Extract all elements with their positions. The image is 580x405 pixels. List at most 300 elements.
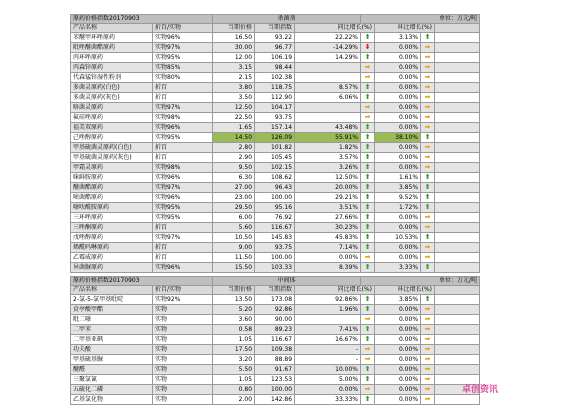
- yoy-growth: 14.29%: [295, 53, 361, 63]
- arrow-up-icon: ⬆: [364, 133, 371, 141]
- row-filler: [435, 295, 480, 305]
- mom-arrow-cell: [421, 355, 435, 365]
- header-index: 当期指数: [255, 24, 295, 33]
- arrow-right-icon: ➡: [424, 123, 431, 131]
- table-row: [71, 213, 480, 223]
- header-mom: 环比增长(%): [375, 286, 435, 295]
- product-name: 戊唑醇原药: [71, 233, 153, 243]
- product-spec: 实物: [153, 305, 213, 315]
- yoy-growth: 0.00%: [295, 253, 361, 263]
- current-index: 157.14: [255, 123, 295, 133]
- current-price: 5.20: [213, 305, 255, 315]
- current-index: 101.82: [255, 143, 295, 153]
- table-row: [71, 123, 480, 133]
- current-price: 11.50: [213, 253, 255, 263]
- arrow-right-icon: ➡: [424, 335, 431, 343]
- mom-growth: 0.00%: [375, 223, 421, 233]
- row-filler: [435, 345, 480, 355]
- arrow-right-icon: ➡: [424, 163, 431, 171]
- product-spec: 实物95%: [153, 203, 213, 213]
- arrow-right-icon: ➡: [364, 355, 371, 363]
- product-spec: 实物: [153, 325, 213, 335]
- mom-growth: 0.00%: [375, 213, 421, 223]
- yoy-arrow-cell: [361, 123, 375, 133]
- current-price: 12.50: [213, 103, 255, 113]
- product-name: 噻呋酰胺原药: [71, 203, 153, 213]
- current-index: 116.67: [255, 335, 295, 345]
- mom-arrow-cell: [421, 223, 435, 233]
- yoy-arrow-cell: [361, 375, 375, 385]
- table-row: [71, 335, 480, 345]
- row-filler: [435, 253, 480, 263]
- yoy-arrow-cell: [361, 355, 375, 365]
- mom-arrow-cell: [421, 33, 435, 43]
- row-filler: [435, 305, 480, 315]
- arrow-right-icon: ➡: [364, 63, 371, 71]
- yoy-arrow-cell: [361, 73, 375, 83]
- mom-growth: 0.00%: [375, 123, 421, 133]
- product-name: 贲亭酸甲酯: [71, 305, 153, 315]
- table-body: [71, 15, 480, 405]
- mom-arrow-cell: [421, 243, 435, 253]
- table-row: [71, 103, 480, 113]
- arrow-up-icon: ⬆: [424, 193, 431, 201]
- arrow-up-icon: ⬆: [364, 365, 371, 373]
- current-price: 23.00: [213, 193, 255, 203]
- yoy-growth: [295, 103, 361, 113]
- arrow-up-icon: ⬆: [424, 263, 431, 271]
- mom-arrow-cell: [421, 345, 435, 355]
- arrow-up-icon: ⬆: [364, 213, 371, 221]
- yoy-arrow-cell: [361, 183, 375, 193]
- yoy-growth: 29.21%: [295, 193, 361, 203]
- yoy-growth: 1.82%: [295, 143, 361, 153]
- current-index: 98.44: [255, 63, 295, 73]
- yoy-arrow-cell: [361, 315, 375, 325]
- arrow-up-icon: ⬆: [364, 243, 371, 251]
- mom-arrow-cell: [421, 143, 435, 153]
- table-row: [71, 73, 480, 83]
- table-row: [71, 143, 480, 153]
- mom-growth: 1.61%: [375, 173, 421, 183]
- product-name: 咪鲜胺原药: [71, 173, 153, 183]
- row-filler: [435, 183, 480, 193]
- current-index: 95.16: [255, 203, 295, 213]
- table-row: [71, 223, 480, 233]
- current-price: 10.50: [213, 233, 255, 243]
- yoy-growth: [295, 315, 361, 325]
- mom-arrow-cell: [421, 213, 435, 223]
- arrow-right-icon: ➡: [424, 253, 431, 261]
- table-row: [71, 63, 480, 73]
- row-filler: [435, 325, 480, 335]
- header-mom: 环比增长(%): [375, 24, 435, 33]
- current-price: 1.65: [213, 123, 255, 133]
- arrow-up-icon: ⬆: [364, 93, 371, 101]
- mom-arrow-cell: [421, 73, 435, 83]
- mom-growth: 0.00%: [375, 305, 421, 315]
- product-spec: 折百: [153, 143, 213, 153]
- mom-arrow-cell: [421, 325, 435, 335]
- mom-arrow-cell: [421, 153, 435, 163]
- row-filler: [435, 223, 480, 233]
- current-index: 116.67: [255, 223, 295, 233]
- mom-growth: 0.00%: [375, 93, 421, 103]
- yoy-growth: 22.22%: [295, 33, 361, 43]
- mom-growth: 3.13%: [375, 33, 421, 43]
- current-price: 6.00: [213, 213, 255, 223]
- current-price: 0.58: [213, 325, 255, 335]
- table-row: [71, 163, 480, 173]
- yoy-growth: 3.26%: [295, 163, 361, 173]
- yoy-arrow-cell: [361, 143, 375, 153]
- yoy-growth: 27.66%: [295, 213, 361, 223]
- yoy-arrow-cell: [361, 83, 375, 93]
- product-spec: 实物: [153, 335, 213, 345]
- table-row: [71, 153, 480, 163]
- current-price: 0.80: [213, 385, 255, 395]
- arrow-up-icon: ⬆: [424, 183, 431, 191]
- product-spec: 折百: [153, 93, 213, 103]
- row-filler: [435, 193, 480, 203]
- table-row: [71, 385, 480, 395]
- mom-arrow-cell: [421, 133, 435, 143]
- row-filler: [435, 335, 480, 345]
- product-name: 三唑酮原药: [71, 223, 153, 233]
- table-row: [71, 243, 480, 253]
- product-spec: 实物: [153, 365, 213, 375]
- mom-arrow-cell: [421, 123, 435, 133]
- product-name: 三聚氯氰: [71, 375, 153, 385]
- product-name: 甲基硫菌灵原药(灰色): [71, 153, 153, 163]
- yoy-arrow-cell: [361, 163, 375, 173]
- brand-watermark: 卓创资讯: [462, 385, 499, 395]
- product-spec: 实物: [153, 355, 213, 365]
- row-filler: [435, 213, 480, 223]
- current-price: 2.00: [213, 395, 255, 405]
- arrow-right-icon: ➡: [424, 63, 431, 71]
- row-filler: [435, 73, 480, 83]
- mom-growth: 0.00%: [375, 243, 421, 253]
- mom-arrow-cell: [421, 163, 435, 173]
- mom-arrow-cell: [421, 173, 435, 183]
- arrow-up-icon: ⬆: [424, 173, 431, 181]
- mom-growth: 38.10%: [375, 133, 421, 143]
- arrow-up-icon: ⬆: [364, 143, 371, 151]
- mom-arrow-cell: [421, 365, 435, 375]
- yoy-arrow-cell: [361, 203, 375, 213]
- header-spec: 折百/实物: [153, 286, 213, 295]
- mom-arrow-cell: [421, 295, 435, 305]
- arrow-right-icon: ➡: [424, 315, 431, 323]
- section-category: 中间体: [213, 277, 361, 286]
- mom-growth: 3.85%: [375, 183, 421, 193]
- product-name: 多菌灵原药(灰色): [71, 93, 153, 103]
- current-price: 22.50: [213, 113, 255, 123]
- mom-growth: 0.00%: [375, 163, 421, 173]
- arrow-right-icon: ➡: [424, 143, 431, 151]
- row-filler: [435, 33, 480, 43]
- current-index: 90.00: [255, 315, 295, 325]
- table-row: [71, 305, 480, 315]
- yoy-growth: [295, 73, 361, 83]
- arrow-up-icon: ⬆: [424, 203, 431, 211]
- mom-growth: 0.00%: [375, 345, 421, 355]
- row-filler: [435, 233, 480, 243]
- table-row: [71, 325, 480, 335]
- arrow-right-icon: ➡: [364, 315, 371, 323]
- product-name: 异菌脲原药: [71, 263, 153, 273]
- arrow-up-icon: ⬆: [364, 325, 371, 333]
- product-spec: 实物97%: [153, 183, 213, 193]
- arrow-up-icon: ⬆: [364, 263, 371, 271]
- row-filler: [435, 143, 480, 153]
- yoy-arrow-cell: [361, 253, 375, 263]
- row-filler: [435, 113, 480, 123]
- arrow-right-icon: ➡: [364, 103, 371, 111]
- product-spec: 实物97%: [153, 43, 213, 53]
- yoy-arrow-cell: [361, 193, 375, 203]
- yoy-growth: 8.57%: [295, 83, 361, 93]
- current-price: 3.50: [213, 93, 255, 103]
- current-price: 6.30: [213, 173, 255, 183]
- current-price: 14.50: [213, 133, 255, 143]
- product-name: 五硫化二磷: [71, 385, 153, 395]
- current-index: 100.00: [255, 193, 295, 203]
- current-index: 118.75: [255, 83, 295, 93]
- mom-arrow-cell: [421, 335, 435, 345]
- arrow-right-icon: ➡: [424, 83, 431, 91]
- yoy-growth: 12.50%: [295, 173, 361, 183]
- table-row: [71, 53, 480, 63]
- table-row: [71, 173, 480, 183]
- yoy-growth: 45.83%: [295, 233, 361, 243]
- product-spec: 实物80%: [153, 73, 213, 83]
- mom-arrow-cell: [421, 375, 435, 385]
- price-index-table: [70, 14, 480, 405]
- mom-arrow-cell: [421, 233, 435, 243]
- product-name: 乙基氯化物: [71, 395, 153, 405]
- current-index: 92.86: [255, 305, 295, 315]
- mom-growth: 0.00%: [375, 83, 421, 93]
- arrow-up-icon: ⬆: [364, 395, 371, 403]
- product-spec: 实物: [153, 385, 213, 395]
- product-spec: 实物98%: [153, 113, 213, 123]
- product-name: 氟硅唑原药: [71, 113, 153, 123]
- row-filler: [435, 243, 480, 253]
- mom-arrow-cell: [421, 263, 435, 273]
- current-index: 145.83: [255, 233, 295, 243]
- arrow-up-icon: ⬆: [364, 305, 371, 313]
- product-name: 醚醛: [71, 365, 153, 375]
- product-name: 己唑醇原药: [71, 133, 153, 143]
- current-index: 89.23: [255, 325, 295, 335]
- yoy-arrow-cell: [361, 173, 375, 183]
- table-row: [71, 375, 480, 385]
- arrow-up-icon: ⬆: [364, 335, 371, 343]
- arrow-up-icon: ⬆: [364, 193, 371, 201]
- table-row: [71, 133, 480, 143]
- product-name: 吡二噻: [71, 315, 153, 325]
- yoy-arrow-cell: [361, 153, 375, 163]
- current-price: 5.50: [213, 365, 255, 375]
- arrow-right-icon: ➡: [424, 305, 431, 313]
- mom-arrow-cell: [421, 63, 435, 73]
- current-index: 76.92: [255, 213, 295, 223]
- yoy-growth: 20.00%: [295, 183, 361, 193]
- yoy-arrow-cell: [361, 345, 375, 355]
- current-price: 3.15: [213, 63, 255, 73]
- current-index: 100.00: [255, 253, 295, 263]
- mom-growth: 0.00%: [375, 355, 421, 365]
- mom-arrow-cell: [421, 193, 435, 203]
- current-index: 105.45: [255, 153, 295, 163]
- current-index: 93.22: [255, 33, 295, 43]
- yoy-growth: -: [295, 345, 361, 355]
- current-price: 15.50: [213, 263, 255, 273]
- mom-arrow-cell: [421, 305, 435, 315]
- product-name: 甲基硫菌灵原药(白色): [71, 143, 153, 153]
- current-index: 108.62: [255, 173, 295, 183]
- mom-arrow-cell: [421, 315, 435, 325]
- section-category: 杀菌剂: [213, 15, 361, 24]
- arrow-right-icon: ➡: [424, 395, 431, 403]
- product-name: 丙森锌原药: [71, 63, 153, 73]
- mom-growth: 0.00%: [375, 365, 421, 375]
- mom-growth: 0.00%: [375, 253, 421, 263]
- product-name: 苯醚甲环唑原药: [71, 33, 153, 43]
- yoy-arrow-cell: [361, 305, 375, 315]
- mom-growth: 0.00%: [375, 113, 421, 123]
- arrow-right-icon: ➡: [364, 345, 371, 353]
- yoy-growth: 33.33%: [295, 395, 361, 405]
- product-name: 多菌灵原药(白色): [71, 83, 153, 93]
- row-filler: [435, 103, 480, 113]
- product-name: 丙环唑原药: [71, 53, 153, 63]
- row-filler: [435, 355, 480, 365]
- product-spec: 折百: [153, 243, 213, 253]
- yoy-arrow-cell: [361, 93, 375, 103]
- current-index: 91.67: [255, 365, 295, 375]
- product-spec: 实物95%: [153, 53, 213, 63]
- arrow-up-icon: ⬆: [424, 133, 431, 141]
- yoy-growth: 6.06%: [295, 93, 361, 103]
- yoy-growth: 30.23%: [295, 223, 361, 233]
- yoy-arrow-cell: [361, 43, 375, 53]
- table-row: [71, 113, 480, 123]
- yoy-growth: 1.96%: [295, 305, 361, 315]
- mom-arrow-cell: [421, 203, 435, 213]
- arrow-up-icon: ⬆: [364, 375, 371, 383]
- product-spec: 实物96%: [153, 33, 213, 43]
- current-price: 13.50: [213, 295, 255, 305]
- mom-growth: 0.00%: [375, 143, 421, 153]
- arrow-right-icon: ➡: [424, 43, 431, 51]
- arrow-up-icon: ⬆: [364, 183, 371, 191]
- current-price: 16.50: [213, 33, 255, 43]
- header-product-name: 产品名称: [71, 24, 153, 33]
- arrow-right-icon: ➡: [364, 385, 371, 393]
- arrow-right-icon: ➡: [364, 253, 371, 261]
- yoy-growth: 7.14%: [295, 243, 361, 253]
- arrow-up-icon: ⬆: [364, 53, 371, 61]
- header-filler: [435, 24, 480, 33]
- product-spec: 实物: [153, 345, 213, 355]
- mom-arrow-cell: [421, 83, 435, 93]
- product-spec: 实物96%: [153, 263, 213, 273]
- product-spec: 实物96%: [153, 173, 213, 183]
- mom-arrow-cell: [421, 53, 435, 63]
- arrow-right-icon: ➡: [424, 223, 431, 231]
- current-price: 1.05: [213, 335, 255, 345]
- yoy-arrow-cell: [361, 295, 375, 305]
- product-name: 甲霜灵原药: [71, 163, 153, 173]
- product-spec: 实物96%: [153, 123, 213, 133]
- arrow-right-icon: ➡: [424, 325, 431, 333]
- product-spec: 折百: [153, 223, 213, 233]
- arrow-down-icon: ⬇: [364, 43, 371, 51]
- yoy-arrow-cell: [361, 53, 375, 63]
- product-spec: 折百: [153, 153, 213, 163]
- row-filler: [435, 93, 480, 103]
- yoy-growth: 8.39%: [295, 263, 361, 273]
- mom-growth: 3.33%: [375, 263, 421, 273]
- mom-growth: 0.00%: [375, 153, 421, 163]
- arrow-right-icon: ➡: [424, 153, 431, 161]
- arrow-up-icon: ⬆: [424, 233, 431, 241]
- arrow-right-icon: ➡: [364, 73, 371, 81]
- current-index: 109.38: [255, 345, 295, 355]
- current-index: 126.09: [255, 133, 295, 143]
- mom-growth: 0.00%: [375, 315, 421, 325]
- yoy-growth: 16.67%: [295, 335, 361, 345]
- header-price: 当期价格: [213, 286, 255, 295]
- current-index: 96.43: [255, 183, 295, 193]
- yoy-arrow-cell: [361, 213, 375, 223]
- row-filler: [435, 163, 480, 173]
- mom-arrow-cell: [421, 253, 435, 263]
- arrow-right-icon: ➡: [424, 113, 431, 121]
- yoy-arrow-cell: [361, 233, 375, 243]
- mom-arrow-cell: [421, 93, 435, 103]
- mom-growth: 0.00%: [375, 73, 421, 83]
- current-index: 102.15: [255, 163, 295, 173]
- table-row: [71, 263, 480, 273]
- arrow-up-icon: ⬆: [364, 203, 371, 211]
- yoy-growth: [295, 113, 361, 123]
- header-spec: 折百/实物: [153, 24, 213, 33]
- column-header-row: [71, 24, 480, 33]
- current-index: 173.08: [255, 295, 295, 305]
- mom-arrow-cell: [421, 113, 435, 123]
- product-spec: 实物: [153, 315, 213, 325]
- mom-growth: 0.00%: [375, 335, 421, 345]
- table-row: [71, 295, 480, 305]
- arrow-up-icon: ⬆: [424, 295, 431, 303]
- product-spec: 实物: [153, 395, 213, 405]
- arrow-right-icon: ➡: [424, 213, 431, 221]
- product-name: 烯酰吗啉原药: [71, 243, 153, 253]
- mom-growth: 0.00%: [375, 53, 421, 63]
- yoy-growth: -14.29%: [295, 43, 361, 53]
- table-row: [71, 253, 480, 263]
- arrow-up-icon: ⬆: [364, 223, 371, 231]
- yoy-growth: 3.51%: [295, 203, 361, 213]
- arrow-up-icon: ⬆: [364, 83, 371, 91]
- yoy-growth: 43.48%: [295, 123, 361, 133]
- table-row: [71, 355, 480, 365]
- row-filler: [435, 263, 480, 273]
